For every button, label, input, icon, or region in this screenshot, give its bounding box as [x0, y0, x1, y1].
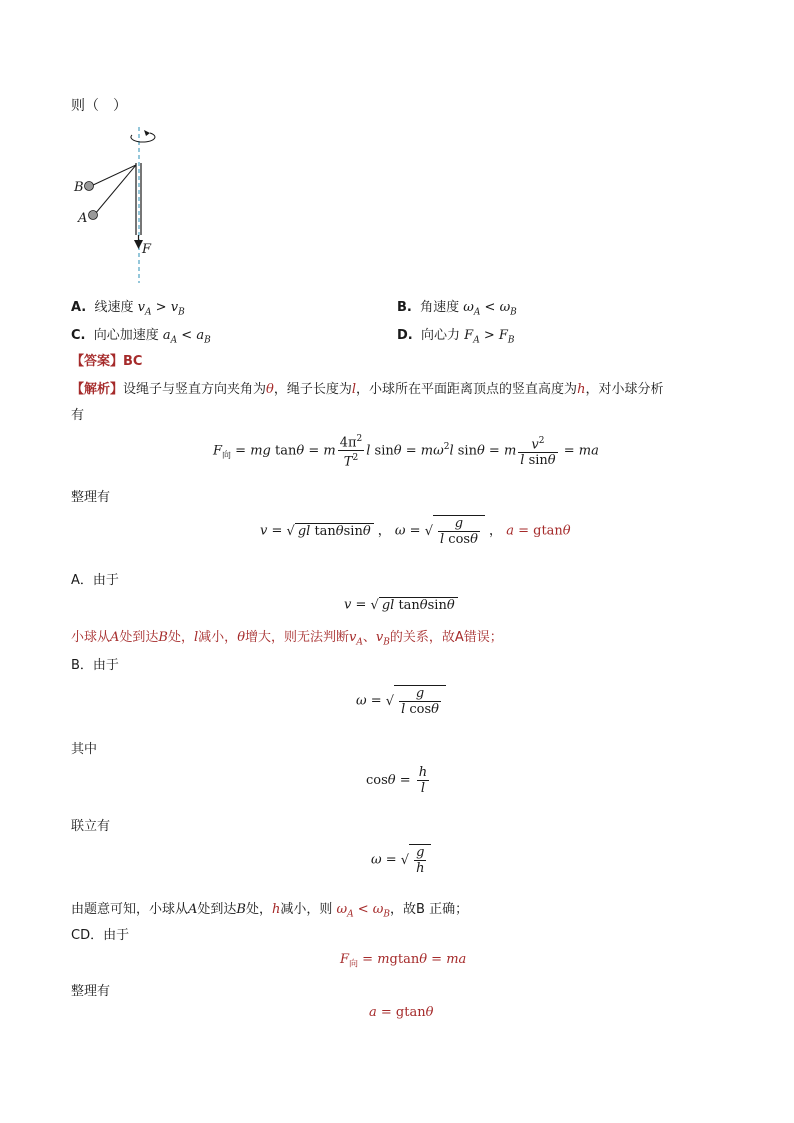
main-equation: $F_向$ = mg tanθ = m $\frac{4\pi^2}{T^2}$ l $\sin\theta = m\omega^2l$ sinθ = m $\frac{v^2}{\text{l sinθ}}$ = ma: [213, 434, 599, 470]
b-conclusion: 由题意可知，小球从A处到达B处，h减小，则 $\omega_A < \omega_B$，故B 正确；: [71, 902, 469, 920]
analysis-line-1-cont: 有: [71, 408, 85, 423]
conical-pendulum-figure: [72, 125, 182, 285]
question-tail: 则（ ）: [71, 98, 127, 114]
zhengli-2: 整理有: [71, 984, 111, 999]
zhengli-1: 整理有: [71, 490, 111, 505]
option-b: B. 角速度 $\omega_A < \omega_B$: [397, 300, 517, 318]
a-part-label: A．由于: [71, 573, 119, 588]
v-equation: v = √ gl tanθsinθ: [344, 597, 458, 613]
a-equation: a = gtanθ: [369, 1005, 434, 1020]
b-part-label: B．由于: [71, 658, 119, 673]
ball-b: [85, 182, 94, 191]
a-conclusion: 小球从A处到达B处，l减小，θ增大，则无法判断$v_A$、$v_B$的关系，故A错误；: [71, 630, 503, 648]
option-c: C. 向心加速度 $a_A < a_B$: [71, 328, 211, 346]
option-a: A. 线速度 $v_A > v_B$: [71, 300, 185, 318]
option-d: D. 向心力 $F_A > F_B$: [397, 328, 515, 346]
cd-part-label: CD．由于: [71, 928, 130, 943]
f-equation: $F_向 = mgtan\theta$ = ma: [340, 952, 467, 970]
label-b: B: [74, 180, 84, 195]
cos-equation: cosθ = $\frac{h}{l}$: [366, 765, 428, 796]
ball-a: [89, 211, 98, 220]
qizhong-label: 其中: [71, 742, 98, 757]
label-a: A: [78, 211, 88, 226]
v-omega-a-equation: v = √ gl tanθsinθ ， ω = √ $\frac{g}{\text{l cosθ}}$ ， a = gtanθ: [260, 516, 571, 547]
answer-line: 【答案】BC: [71, 354, 143, 369]
label-f: F: [142, 242, 152, 257]
analysis-line-1: 【解析】设绳子与竖直方向夹角为θ，绳子长度为l，小球所在平面距离顶点的竖直高度为h，对小球分析: [71, 382, 664, 397]
omega-h-equation: ω = √ $\frac{g}{h}$: [371, 844, 431, 876]
lianli-label: 联立有: [71, 819, 111, 834]
rotation-arrow-icon: [131, 133, 155, 142]
omega-equation: ω = √ $\frac{g}{\text{l cosθ}}$: [356, 685, 446, 717]
